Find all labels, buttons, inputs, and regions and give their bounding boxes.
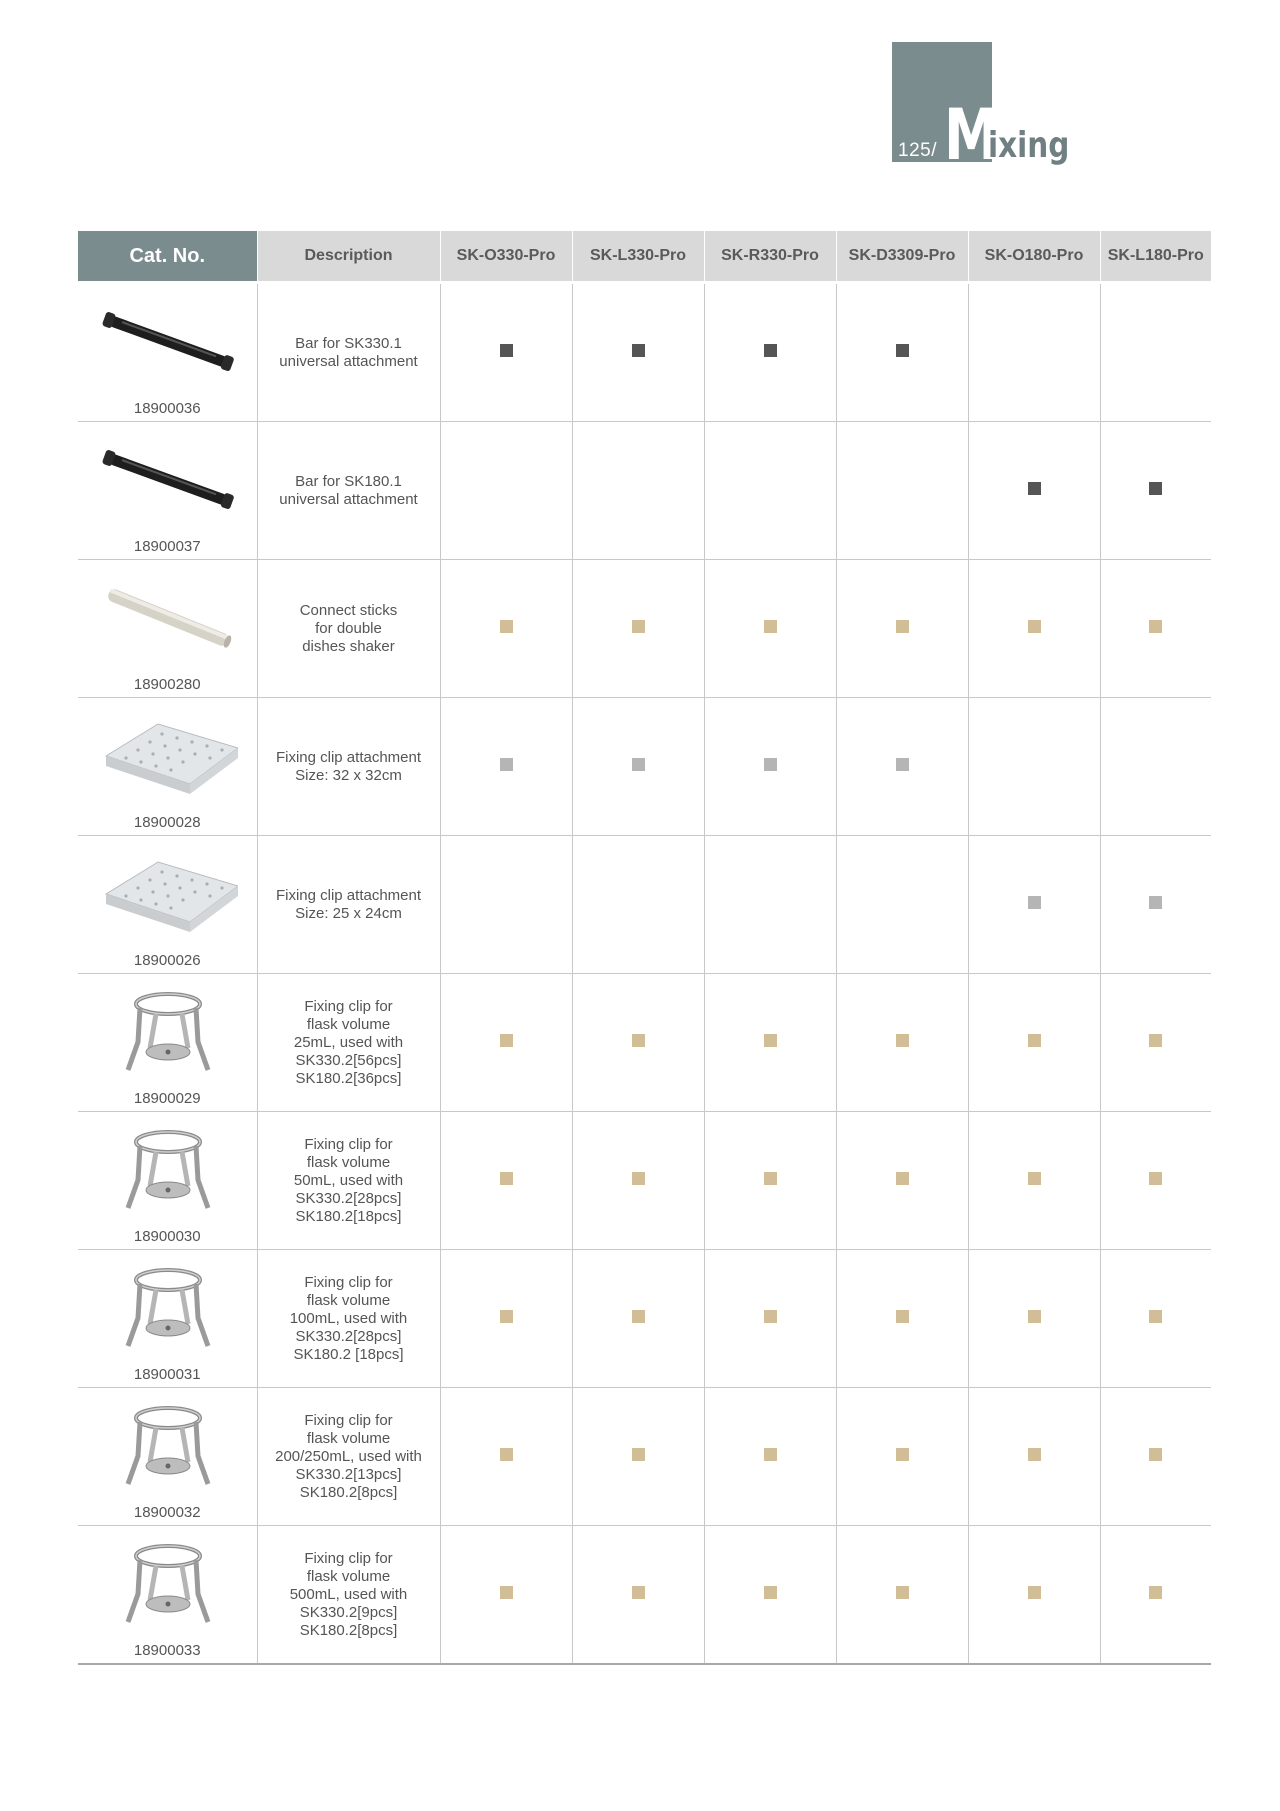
compatibility-cell — [572, 974, 704, 1112]
compatibility-cell — [1100, 1112, 1211, 1250]
description-text: Fixing clip for flask volume 500mL, used with SK330.2[9pcs] SK180.2[8pcs] — [289, 1549, 408, 1639]
flask-clip-icon — [98, 1534, 238, 1634]
black-bar-icon — [98, 292, 238, 392]
compatibility-mark — [896, 620, 909, 633]
perforated-tray-icon — [98, 706, 238, 806]
description-text: Bar for SK180.1 universal attachment — [279, 472, 418, 508]
perforated-tray-icon — [98, 844, 238, 944]
compatibility-cell — [968, 1526, 1100, 1665]
description-cell — [257, 1388, 440, 1526]
compatibility-cell — [440, 422, 572, 560]
connect-stick-icon — [98, 568, 238, 668]
compatibility-cell — [704, 1388, 836, 1526]
compatibility-mark — [1028, 1172, 1041, 1185]
flask-clip-icon — [98, 1258, 238, 1358]
compatibility-cell — [836, 422, 968, 560]
column-header: Cat. No. — [78, 231, 257, 283]
compatibility-mark — [500, 1448, 513, 1461]
cat-number: 18900026 — [133, 952, 201, 969]
compatibility-cell — [968, 836, 1100, 974]
compatibility-cell — [968, 283, 1100, 422]
compatibility-cell — [1100, 283, 1211, 422]
compatibility-cell — [440, 283, 572, 422]
column-header: Description — [257, 231, 440, 283]
description-cell — [257, 698, 440, 836]
compatibility-cell — [836, 836, 968, 974]
compatibility-cell — [1100, 1526, 1211, 1665]
compatibility-mark — [764, 1310, 777, 1323]
compatibility-cell — [1100, 836, 1211, 974]
compatibility-mark — [632, 1310, 645, 1323]
compatibility-cell — [572, 1250, 704, 1388]
compatibility-cell — [1100, 974, 1211, 1112]
compatibility-cell — [704, 422, 836, 560]
compatibility-cell — [1100, 1250, 1211, 1388]
column-header: SK-R330-Pro — [704, 231, 836, 283]
cat-number: 18900280 — [133, 676, 201, 693]
compatibility-cell — [440, 1526, 572, 1665]
compatibility-mark — [1028, 1586, 1041, 1599]
description-text: Bar for SK330.1 universal attachment — [279, 334, 418, 370]
section-title-rest: ixing — [988, 125, 1070, 166]
flask-clip-icon — [98, 1120, 238, 1220]
compatibility-mark — [500, 758, 513, 771]
compatibility-mark — [764, 344, 777, 357]
compatibility-mark — [1149, 1586, 1162, 1599]
compatibility-cell — [572, 283, 704, 422]
description-text: Fixing clip for flask volume 25mL, used with SK330.2[56pcs] SK180.2[36pcs] — [293, 997, 404, 1087]
compatibility-cell — [704, 836, 836, 974]
compatibility-cell — [836, 1112, 968, 1250]
cat-no-cell — [78, 422, 257, 560]
description-cell — [257, 422, 440, 560]
compatibility-cell — [836, 698, 968, 836]
description-cell — [257, 1526, 440, 1665]
compatibility-mark — [632, 1586, 645, 1599]
compatibility-cell — [1100, 698, 1211, 836]
page-number: 125/ — [898, 140, 937, 161]
compatibility-cell — [836, 283, 968, 422]
compatibility-cell — [704, 1250, 836, 1388]
compatibility-cell — [572, 1388, 704, 1526]
description-text: Connect sticks for double dishes shaker — [299, 601, 398, 655]
table-row — [78, 283, 1211, 422]
compatibility-mark — [1149, 1172, 1162, 1185]
compatibility-cell — [836, 974, 968, 1112]
table-row — [78, 974, 1211, 1112]
cat-no-cell — [78, 698, 257, 836]
compatibility-cell — [836, 560, 968, 698]
table-row — [78, 1388, 1211, 1526]
compatibility-cell — [968, 698, 1100, 836]
compatibility-mark — [764, 1172, 777, 1185]
table-row — [78, 698, 1211, 836]
compatibility-mark — [500, 1586, 513, 1599]
description-cell — [257, 836, 440, 974]
cat-no-cell — [78, 560, 257, 698]
table-row — [78, 422, 1211, 560]
compatibility-cell — [572, 698, 704, 836]
compatibility-mark — [500, 1172, 513, 1185]
cat-no-cell — [78, 283, 257, 422]
description-text: Fixing clip for flask volume 50mL, used with SK330.2[28pcs] SK180.2[18pcs] — [293, 1135, 404, 1225]
compatibility-mark — [764, 1034, 777, 1047]
cat-number: 18900033 — [133, 1642, 201, 1659]
compatibility-mark — [896, 1586, 909, 1599]
compatibility-mark — [1028, 1310, 1041, 1323]
compatibility-mark — [896, 758, 909, 771]
compatibility-mark — [896, 344, 909, 357]
compatibility-mark — [764, 1586, 777, 1599]
column-header: SK-L180-Pro — [1100, 231, 1211, 283]
cat-no-cell — [78, 974, 257, 1112]
column-header: SK-L330-Pro — [572, 231, 704, 283]
compatibility-mark — [1028, 620, 1041, 633]
column-header: SK-O330-Pro — [440, 231, 572, 283]
description-cell — [257, 974, 440, 1112]
compatibility-mark — [632, 620, 645, 633]
compatibility-cell — [968, 974, 1100, 1112]
cat-number: 18900029 — [133, 1090, 201, 1107]
table-row — [78, 1526, 1211, 1665]
compatibility-mark — [500, 1310, 513, 1323]
compatibility-cell — [1100, 1388, 1211, 1526]
compatibility-mark — [1149, 482, 1162, 495]
cat-number: 18900028 — [133, 814, 201, 831]
compatibility-mark — [632, 1172, 645, 1185]
cat-no-cell — [78, 836, 257, 974]
compatibility-mark — [896, 1448, 909, 1461]
compatibility-cell — [704, 283, 836, 422]
compatibility-mark — [896, 1310, 909, 1323]
compatibility-cell — [572, 836, 704, 974]
compatibility-cell — [440, 1112, 572, 1250]
compatibility-cell — [704, 974, 836, 1112]
compatibility-cell — [440, 1250, 572, 1388]
compatibility-mark — [500, 344, 513, 357]
table-row — [78, 836, 1211, 974]
cat-no-cell — [78, 1112, 257, 1250]
compatibility-cell — [704, 1526, 836, 1665]
compatibility-mark — [764, 620, 777, 633]
compatibility-mark — [632, 758, 645, 771]
compatibility-cell — [440, 836, 572, 974]
table-row — [78, 1250, 1211, 1388]
compatibility-cell — [704, 560, 836, 698]
compatibility-cell — [572, 1112, 704, 1250]
compatibility-cell — [440, 1388, 572, 1526]
compatibility-cell — [440, 560, 572, 698]
compatibility-mark — [896, 1172, 909, 1185]
compatibility-mark — [1149, 1034, 1162, 1047]
section-title-initial: M — [944, 94, 999, 176]
compatibility-mark — [1028, 482, 1041, 495]
table-header-row — [78, 231, 1211, 283]
compatibility-mark — [1028, 896, 1041, 909]
compatibility-cell — [968, 1112, 1100, 1250]
compatibility-cell — [572, 1526, 704, 1665]
description-text: Fixing clip for flask volume 200/250mL, used with SK330.2[13pcs] SK180.2[8pcs] — [275, 1411, 422, 1501]
cat-no-cell — [78, 1526, 257, 1665]
compatibility-cell — [836, 1250, 968, 1388]
compatibility-cell — [1100, 560, 1211, 698]
compatibility-cell — [968, 422, 1100, 560]
compatibility-mark — [1149, 1310, 1162, 1323]
compatibility-mark — [1028, 1448, 1041, 1461]
description-text: Fixing clip attachment Size: 25 x 24cm — [275, 886, 422, 922]
compatibility-mark — [764, 1448, 777, 1461]
compatibility-cell — [440, 698, 572, 836]
description-cell — [257, 560, 440, 698]
cat-number: 18900037 — [133, 538, 201, 555]
compatibility-mark — [500, 620, 513, 633]
compatibility-cell — [704, 698, 836, 836]
compatibility-cell — [968, 1388, 1100, 1526]
description-cell — [257, 283, 440, 422]
accessories-table — [78, 231, 1211, 1665]
description-cell — [257, 1250, 440, 1388]
black-bar-icon — [98, 430, 238, 530]
cat-number: 18900036 — [133, 400, 201, 417]
compatibility-cell — [1100, 422, 1211, 560]
flask-clip-icon — [98, 982, 238, 1082]
cat-no-cell — [78, 1388, 257, 1526]
compatibility-cell — [968, 560, 1100, 698]
compatibility-cell — [968, 1250, 1100, 1388]
table-row — [78, 1112, 1211, 1250]
compatibility-mark — [896, 1034, 909, 1047]
table-row — [78, 560, 1211, 698]
compatibility-mark — [1149, 896, 1162, 909]
compatibility-cell — [440, 974, 572, 1112]
compatibility-cell — [836, 1388, 968, 1526]
compatibility-mark — [632, 1034, 645, 1047]
cat-number: 18900031 — [133, 1366, 201, 1383]
compatibility-mark — [1028, 1034, 1041, 1047]
compatibility-mark — [1149, 1448, 1162, 1461]
description-text: Fixing clip attachment Size: 32 x 32cm — [275, 748, 422, 784]
compatibility-mark — [764, 758, 777, 771]
cat-no-cell — [78, 1250, 257, 1388]
column-header: SK-O180-Pro — [968, 231, 1100, 283]
compatibility-cell — [572, 422, 704, 560]
flask-clip-icon — [98, 1396, 238, 1496]
cat-number: 18900032 — [133, 1504, 201, 1521]
compatibility-cell — [836, 1526, 968, 1665]
compatibility-cell — [704, 1112, 836, 1250]
description-text: Fixing clip for flask volume 100mL, used with SK330.2[28pcs] SK180.2 [18pcs] — [289, 1273, 408, 1363]
compatibility-mark — [632, 344, 645, 357]
compatibility-mark — [500, 1034, 513, 1047]
column-header: SK-D3309-Pro — [836, 231, 968, 283]
compatibility-mark — [632, 1448, 645, 1461]
description-cell — [257, 1112, 440, 1250]
compatibility-mark — [1149, 620, 1162, 633]
compatibility-cell — [572, 560, 704, 698]
cat-number: 18900030 — [133, 1228, 201, 1245]
